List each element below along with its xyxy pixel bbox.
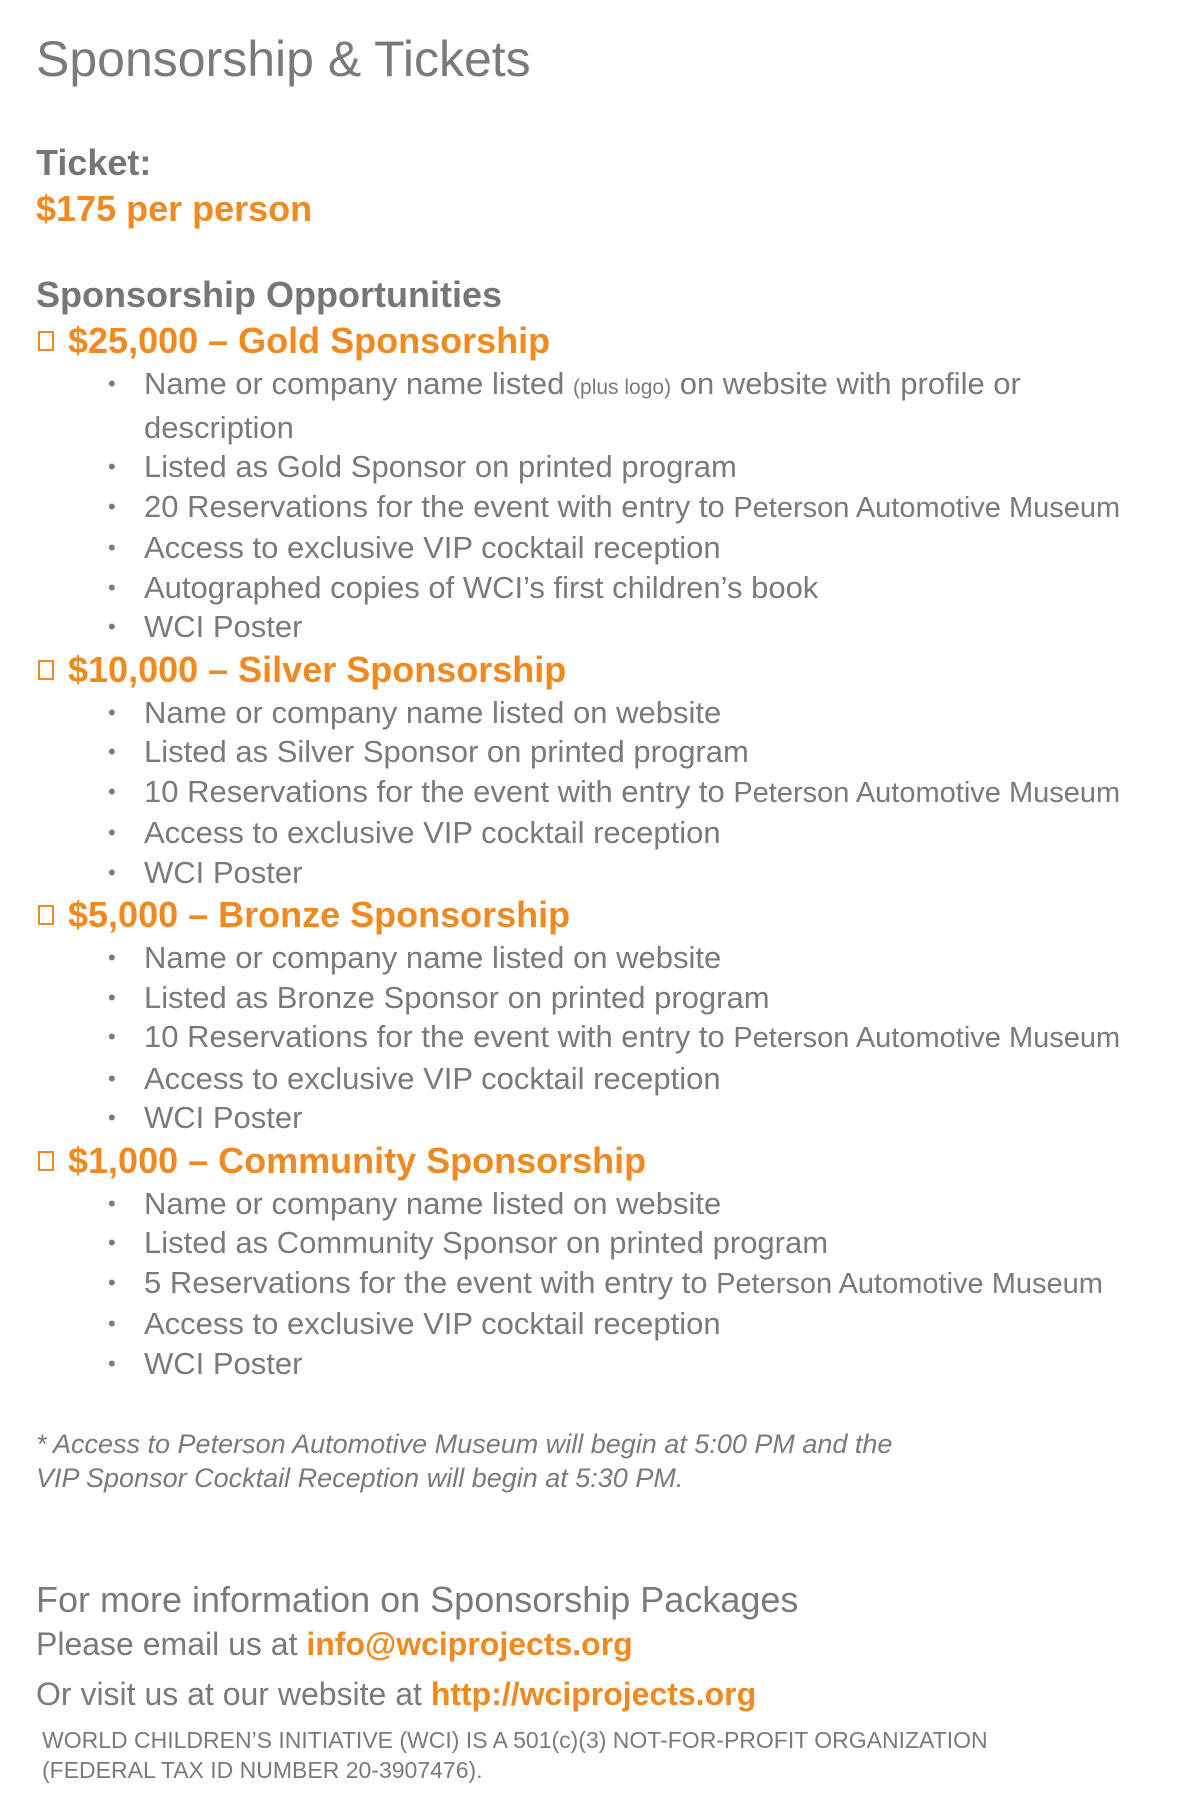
tier-bronze xyxy=(36,892,1166,1138)
list-item: • Listed as Gold Sponsor on printed program xyxy=(108,447,1166,487)
email-prefix: Please email us at xyxy=(36,1626,307,1662)
list-item xyxy=(108,1263,1166,1305)
list-item: • Name or company name listed on website xyxy=(108,938,1166,978)
benefit-text: 10 Reservations for the event with entry to xyxy=(144,773,734,809)
legal-line-1: WORLD CHILDREN’S INITIATIVE (WCI) IS A 501(c)(3) NOT-FOR-PROFIT ORGANIZATION xyxy=(42,1727,988,1753)
tier-bronze-benefits xyxy=(36,938,1166,1138)
list-item xyxy=(108,772,1166,814)
bronze-checkbox-icon[interactable] xyxy=(38,905,54,925)
list-item: • WCI Poster xyxy=(108,607,1166,647)
tier-gold-benefits xyxy=(36,364,1166,647)
footnote-line-2: VIP Sponsor Cocktail Reception will begin at 5:30 PM. xyxy=(36,1463,684,1493)
community-checkbox-icon[interactable] xyxy=(38,1151,54,1171)
museum-name: Peterson Automotive Museum xyxy=(733,491,1121,524)
museum-name: Peterson Automotive Museum xyxy=(733,1022,1121,1054)
email-link[interactable]: info@wciprojects.org xyxy=(306,1626,633,1662)
website-link[interactable]: http://wciprojects.org xyxy=(430,1676,757,1712)
footnote-line-1: * Access to Peterson Automotive Museum will begin at 5:00 PM and the xyxy=(36,1429,893,1459)
footnote xyxy=(36,1427,1166,1495)
legal-notice xyxy=(36,1725,1166,1785)
list-item: • Listed as Bronze Sponsor on printed program xyxy=(108,978,1166,1018)
email-line xyxy=(36,1623,1166,1665)
list-item xyxy=(108,1017,1166,1059)
list-item: • Listed as Community Sponsor on printed program xyxy=(108,1223,1166,1263)
tier-gold xyxy=(36,318,1166,647)
list-item: • Name or company name listed on website xyxy=(108,1184,1166,1224)
benefit-text: on website with profile or description xyxy=(144,366,1021,445)
website-prefix: Or visit us at our website at xyxy=(36,1676,431,1712)
list-item: • WCI Poster xyxy=(108,1098,1166,1138)
list-item xyxy=(108,364,1166,447)
benefit-text: 5 Reservations for the event with entry to xyxy=(144,1264,717,1300)
tier-gold-title xyxy=(36,318,1166,364)
gold-checkbox-icon[interactable] xyxy=(38,331,54,351)
tier-silver-title-text: $10,000 – Silver Sponsorship xyxy=(68,648,567,690)
museum-name: Peterson Automotive Museum xyxy=(733,776,1121,809)
sponsorship-heading: Sponsorship Opportunities xyxy=(36,274,502,315)
museum-name: Peterson Automotive Museum xyxy=(716,1267,1103,1300)
tier-community-benefits xyxy=(36,1184,1166,1384)
benefit-text: Name or company name listed xyxy=(144,366,574,401)
sponsorship-page xyxy=(36,24,1166,1785)
benefit-note: (plus logo) xyxy=(573,376,672,399)
tier-bronze-title xyxy=(36,892,1166,938)
contact-section xyxy=(36,1577,1166,1715)
list-item: • WCI Poster xyxy=(108,1344,1166,1384)
tier-community-title xyxy=(36,1138,1166,1184)
ticket-label: Ticket: xyxy=(36,142,152,183)
page-title: Sponsorship & Tickets xyxy=(36,31,531,87)
tier-community xyxy=(36,1138,1166,1384)
list-item: • Access to exclusive VIP cocktail reception xyxy=(108,528,1166,568)
tier-silver-benefits xyxy=(36,693,1166,893)
list-item: • Access to exclusive VIP cocktail reception xyxy=(108,1059,1166,1099)
website-line xyxy=(36,1673,1166,1715)
list-item: • Name or company name listed on website xyxy=(108,693,1166,733)
list-item: • Access to exclusive VIP cocktail reception xyxy=(108,813,1166,853)
ticket-section xyxy=(36,140,1166,232)
list-item: • Access to exclusive VIP cocktail reception xyxy=(108,1304,1166,1344)
tier-community-title-text: $1,000 – Community Sponsorship xyxy=(68,1139,647,1181)
list-item: • Autographed copies of WCI’s first children’s book xyxy=(108,568,1166,608)
list-item: • Listed as Silver Sponsor on printed program xyxy=(108,732,1166,772)
ticket-price: $175 per person xyxy=(36,188,313,229)
tier-silver-title xyxy=(36,647,1166,693)
tier-bronze-title-text: $5,000 – Bronze Sponsorship xyxy=(68,894,571,935)
legal-line-2: (FEDERAL TAX ID NUMBER 20-3907476). xyxy=(42,1757,483,1783)
benefit-text: 20 Reservations for the event with entry to xyxy=(144,488,734,524)
list-item xyxy=(108,487,1166,529)
silver-checkbox-icon[interactable] xyxy=(38,660,54,680)
list-item: • WCI Poster xyxy=(108,853,1166,893)
tier-gold-title-text: $25,000 – Gold Sponsorship xyxy=(68,320,551,361)
benefit-text: 10 Reservations for the event with entry to xyxy=(144,1019,734,1054)
tier-silver xyxy=(36,647,1166,893)
contact-heading: For more information on Sponsorship Packages xyxy=(36,1579,799,1620)
